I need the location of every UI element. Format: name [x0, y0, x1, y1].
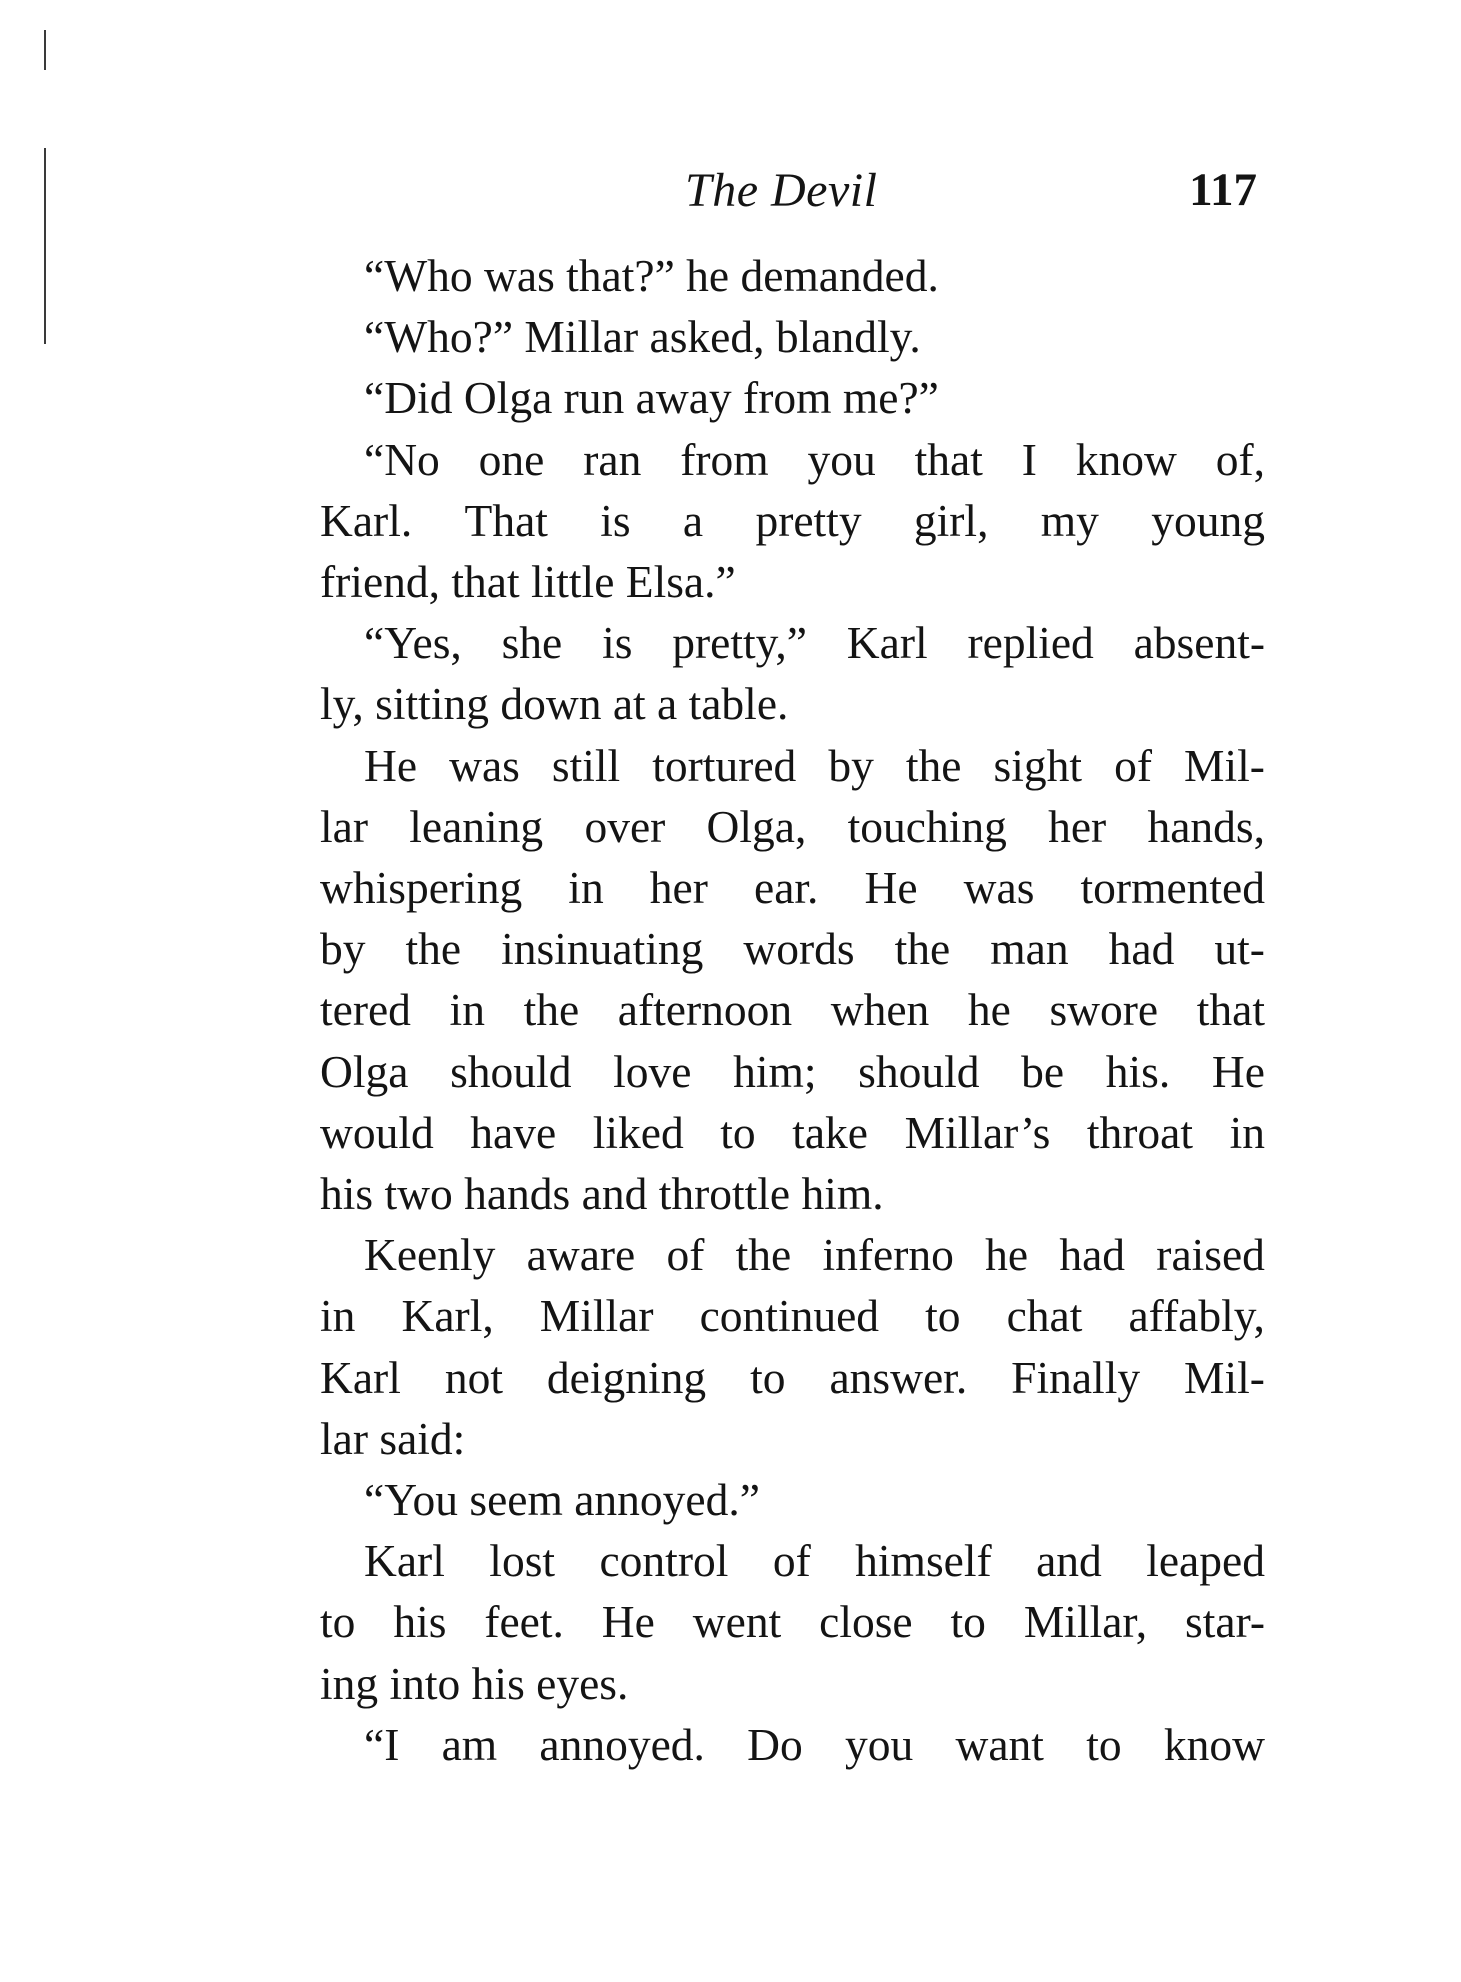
text-line: Olga should love him; should be his. He: [320, 1045, 1265, 1097]
text-line: ly, sitting down at a table.: [320, 678, 789, 730]
text-line: Keenly aware of the inferno he had raised: [364, 1229, 1265, 1281]
text-line: his two hands and throttle him.: [320, 1168, 884, 1220]
text-line: “Yes, she is pretty,” Karl replied absent-: [364, 617, 1265, 669]
text-line: ing into his eyes.: [320, 1657, 629, 1709]
text-line: would have liked to take Millar’s throat in: [320, 1106, 1265, 1158]
text-line: Karl lost control of himself and leaped: [364, 1535, 1265, 1587]
text-line: “I am annoyed. Do you want to know: [364, 1718, 1265, 1770]
text-line: Karl not deigning to answer. Finally Mil-: [320, 1351, 1265, 1403]
page-number: 117: [1189, 164, 1257, 216]
text-line: He was still tortured by the sight of Mil-: [364, 739, 1265, 791]
text-line: friend, that little Elsa.”: [320, 556, 736, 608]
text-line: Karl. That is a pretty girl, my young: [320, 494, 1265, 546]
text-line: in Karl, Millar continued to chat affably,: [320, 1290, 1265, 1342]
text-line: whispering in her ear. He was tormented: [320, 862, 1265, 914]
text-line: lar leaning over Olga, touching her hands,: [320, 800, 1265, 852]
margin-rule-main: [44, 148, 46, 344]
text-line: “Who?” Millar asked, blandly.: [364, 311, 921, 363]
text-line: “No one ran from you that I know of,: [364, 433, 1265, 485]
text-line: lar said:: [320, 1412, 466, 1464]
running-header: [320, 163, 1265, 227]
margin-rule-top: [44, 30, 46, 70]
text-line: by the insinuating words the man had ut-: [320, 923, 1265, 975]
text-line: “You seem annoyed.”: [364, 1474, 760, 1526]
text-line: “Who was that?” he demanded.: [364, 250, 939, 301]
text-line: “Did Olga run away from me?”: [364, 372, 939, 424]
running-title: The Devil: [685, 164, 878, 217]
text-line: to his feet. He went close to Millar, star-: [320, 1596, 1265, 1648]
text-line: tered in the afternoon when he swore that: [320, 984, 1265, 1036]
body-text: [320, 245, 1265, 1775]
